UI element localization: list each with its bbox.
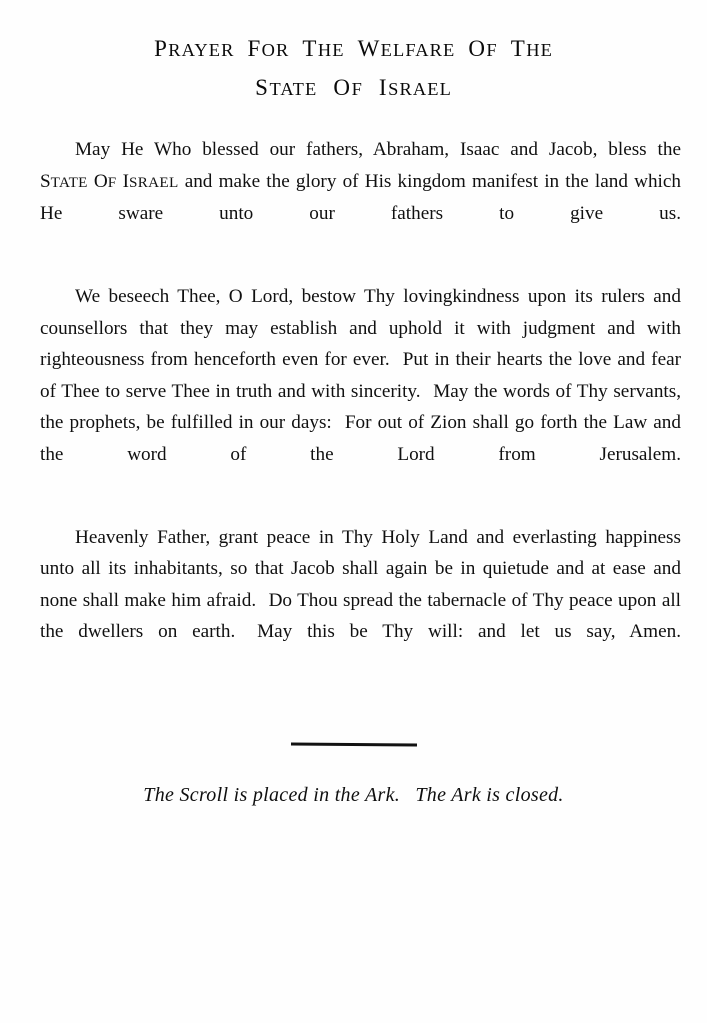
paragraph-1-text-a: May He Who blessed our fathers, Abraham, Isaac and Jacob, bless the xyxy=(75,139,681,160)
paragraph-1-text-b: and make the glory of His kingdom manifest in the land which He sware unto our fathers to give us. xyxy=(40,170,682,224)
title-line-2 xyxy=(0,69,707,108)
page-title xyxy=(0,30,707,108)
paragraph-1 xyxy=(40,134,681,261)
state-of-israel-smallcaps: STATE OF ISRAEL xyxy=(40,170,179,192)
title-word: PRAYER xyxy=(154,36,235,61)
title-word: OF xyxy=(333,75,363,100)
title-word: ISRAEL xyxy=(378,75,452,100)
title-line-1 xyxy=(0,30,707,69)
title-word: WELFARE xyxy=(357,36,456,61)
paragraph-2-sentence-1: We beseech Thee, O Lord, bestow Thy lovingkindness upon its rulers and counsellors that they may establish and uphold it with judgment and with righteousness from henceforth even for ever. xyxy=(40,286,681,370)
paragraph-3 xyxy=(40,522,681,680)
paragraph-2 xyxy=(40,281,681,502)
rubric-instruction xyxy=(0,780,707,810)
horizontal-rule xyxy=(290,742,416,746)
paragraph-3-sentence-1: Heavenly Father, grant peace in Thy Holy Land and everlasting happiness unto all its inhabitants, so that Jacob shall again be in quietude and at ease and none shall make him afraid. xyxy=(40,526,681,611)
title-word: OF xyxy=(468,36,498,61)
title-word: THE xyxy=(510,36,553,61)
paragraph-3-sentence-2: Do Thou spread the tabernacle of Thy peace upon all the dwellers on earth. xyxy=(40,589,681,642)
paragraph-3-sentence-3: May this be Thy will: and let us say, Amen. xyxy=(257,621,681,642)
paragraph-2-sentence-2: Put in their hearts the love and fear of Thee to serve Thee in truth and with sincerity. xyxy=(40,349,681,402)
title-word: THE xyxy=(302,36,345,61)
paragraph-2-sentence-4: For out of Zion shall go forth the Law and the word of the Lord from Jerusalem. xyxy=(40,412,681,465)
title-word: FOR xyxy=(247,36,290,61)
prayer-body xyxy=(40,134,681,679)
section-divider xyxy=(0,733,707,751)
rubric-sentence-1: The Scroll is placed in the Ark. xyxy=(143,784,401,806)
rubric-sentence-2: The Ark is closed. xyxy=(415,784,564,806)
paragraph-2-sentence-3: May the words of Thy servants, the prophets, be fulfilled in our days: xyxy=(40,380,682,433)
title-word: STATE xyxy=(255,75,318,100)
